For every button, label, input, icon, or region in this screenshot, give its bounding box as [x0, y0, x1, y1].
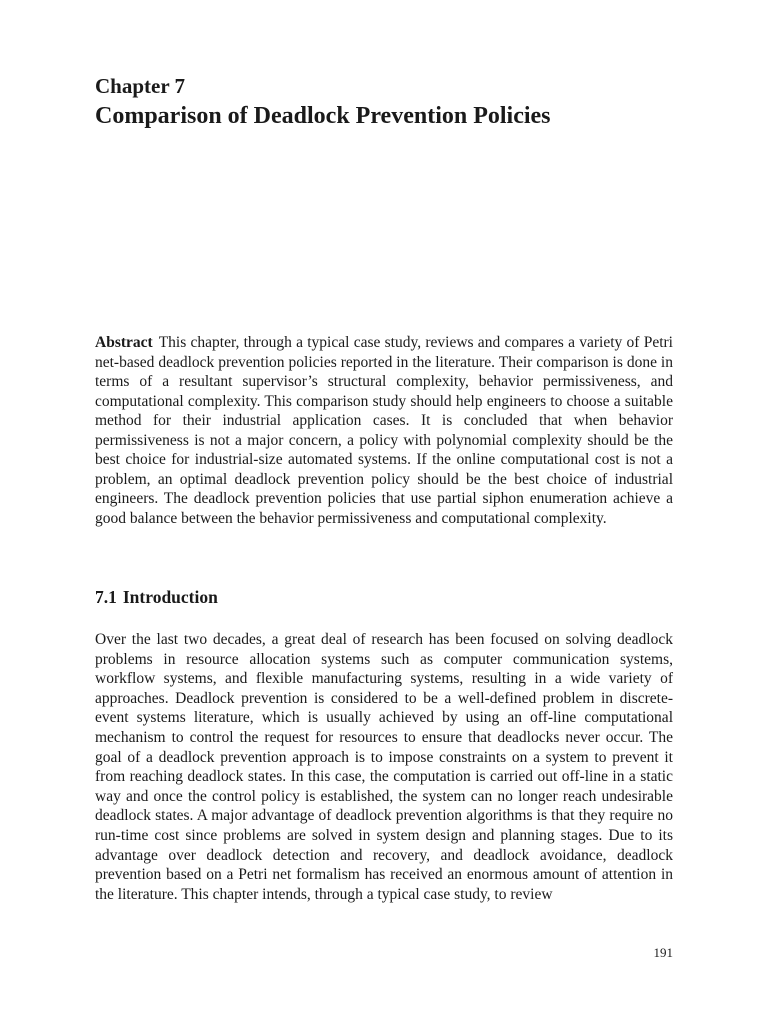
chapter-label: Chapter 7: [95, 74, 186, 98]
abstract-label: Abstract: [95, 334, 153, 351]
introduction-paragraph: Over the last two decades, a great deal of research has been focused on solving deadlock problems in resource allocation systems such as computer communication systems, workflow systems, and flexible manufacturing systems, resulting in a wide variety of approaches. Deadlock prevention is considered to be a well-defined problem in discrete-event systems literature, which is usually achieved by using an off-line computational mechanism to control the request for resources to ensure that deadlocks never occur. The goal of a deadlock prevention approach is to impose constraints on a system to prevent it from reaching deadlock states. In this case, the computation is carried out off-line in a static way and once the control policy is established, the system can no longer reach undesirable deadlock states. A major advantage of deadlock prevention algorithms is that they require no run-time cost since problems are solved in system design and planning stages. Due to its advantage over deadlock detection and recovery, and deadlock avoidance, deadlock prevention based on a Petri net formalism has received an enormous amount of attention in the literature. This chapter intends, through a typical case study, to review: [95, 631, 673, 903]
section-number: 7.1: [95, 587, 117, 607]
section-heading: [95, 586, 218, 608]
page-number: 191: [653, 945, 673, 960]
chapter-title: Comparison of Deadlock Prevention Policies: [95, 103, 551, 129]
section-title: Introduction: [122, 587, 218, 607]
abstract-text: This chapter, through a typical case study, reviews and compares a variety of Petri net-based deadlock prevention policies reported in the literature. Their comparison is done in terms of a resultant supervisor’s structural complexity, behavior permissiveness, and computational complexity. This comparison study should help engineers to choose a suitable method for their industrial application cases. It is concluded that when behavior permissiveness is not a major concern, a policy with polynomial complexity should be the best choice for industrial-size automated systems. If the online computational cost is not a problem, an optimal deadlock prevention policy should be the best choice of industrial engineers. The deadlock prevention policies that use partial siphon enumeration achieve a good balance between the behavior permissiveness and computational complexity.: [95, 334, 673, 527]
abstract: [95, 333, 673, 528]
